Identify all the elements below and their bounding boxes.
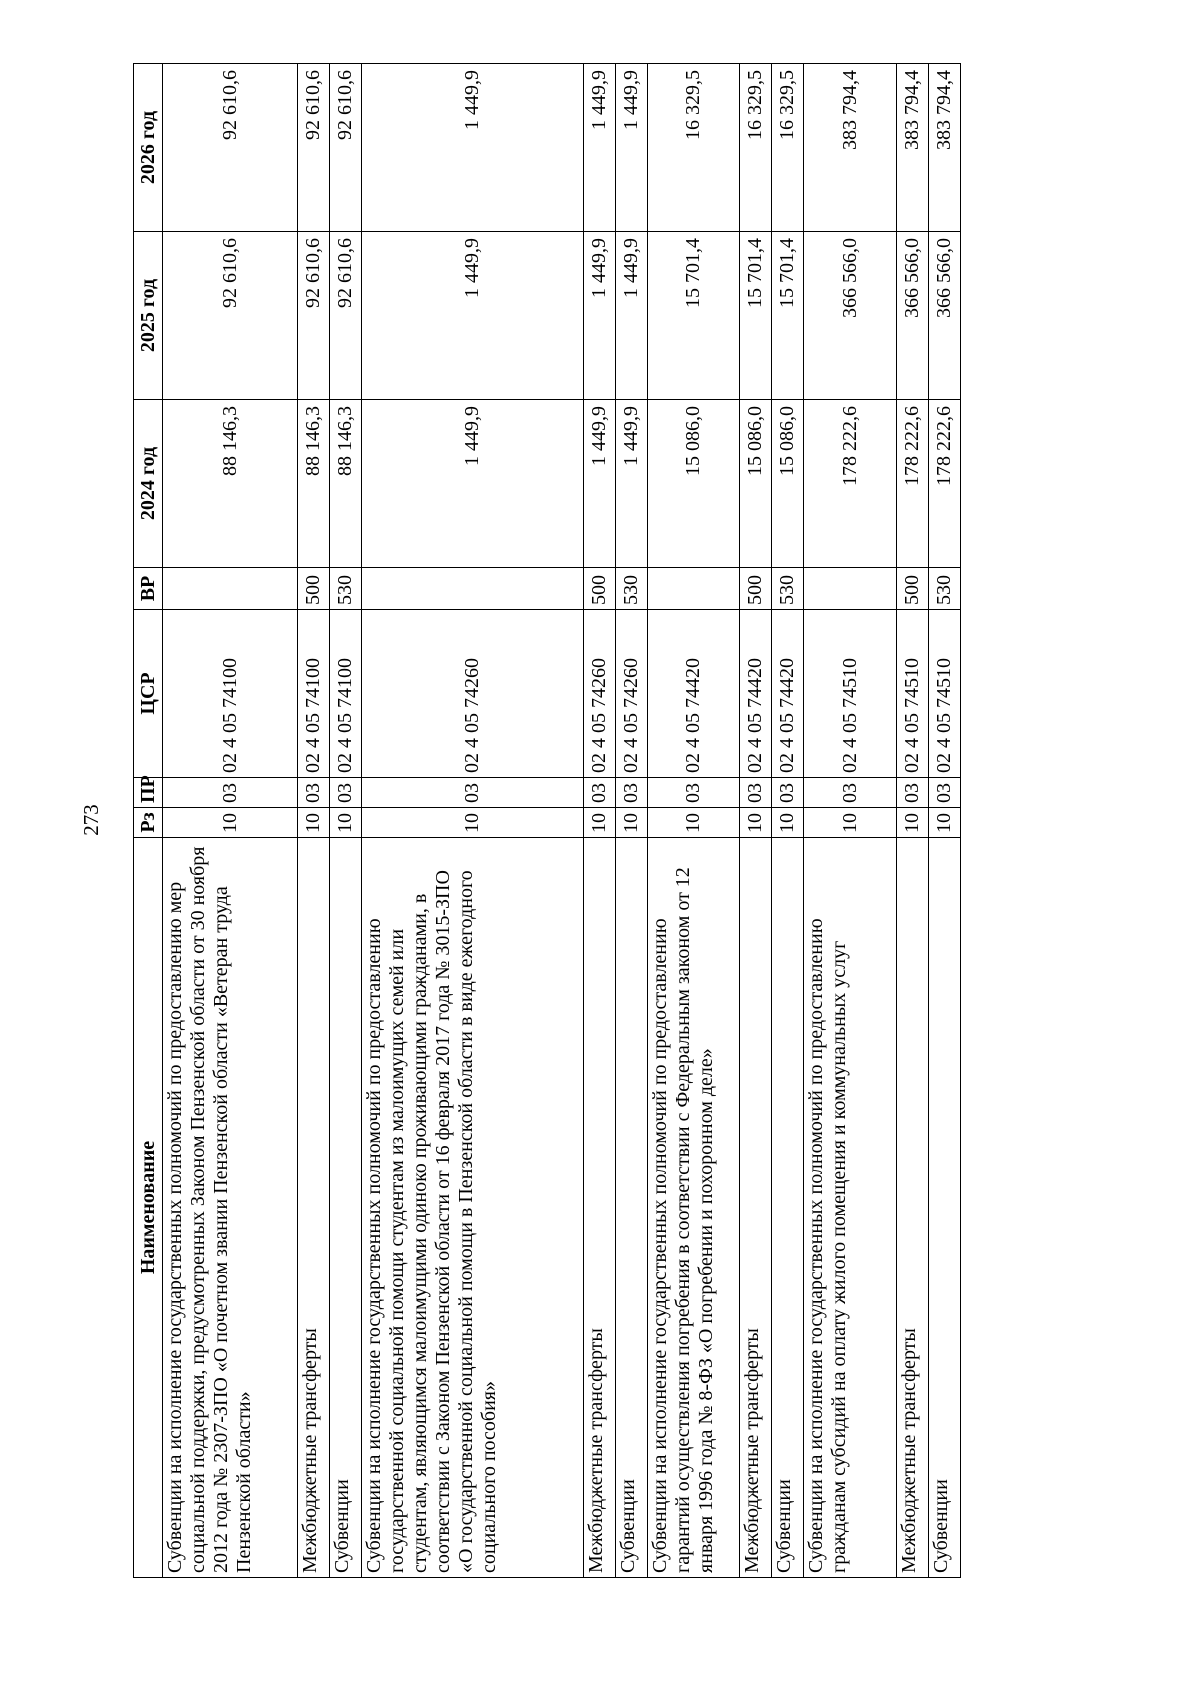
budget-table [133, 63, 961, 1578]
table-row [804, 64, 897, 1578]
cell-pr: 03 [362, 778, 584, 808]
cell-csr: 02 4 05 74100 [330, 610, 362, 778]
cell-rz: 10 [772, 808, 804, 838]
cell-vr: 500 [298, 568, 330, 610]
table-row [583, 64, 615, 1578]
header-rz: Рз [134, 808, 163, 838]
cell-rz: 10 [298, 808, 330, 838]
cell-name: Межбюджетные трансферты [896, 838, 928, 1578]
cell-2026: 16 329,5 [772, 64, 804, 232]
cell-2025: 1 449,9 [583, 232, 615, 400]
cell-2026: 383 794,4 [896, 64, 928, 232]
cell-csr: 02 4 05 74510 [804, 610, 897, 778]
cell-vr: 500 [896, 568, 928, 610]
cell-pr: 03 [740, 778, 772, 808]
cell-2025: 92 610,6 [330, 232, 362, 400]
cell-vr: 530 [772, 568, 804, 610]
cell-pr: 03 [896, 778, 928, 808]
cell-rz: 10 [647, 808, 740, 838]
cell-rz: 10 [362, 808, 584, 838]
cell-2025: 1 449,9 [615, 232, 647, 400]
cell-2024: 88 146,3 [330, 400, 362, 568]
cell-name: Субвенции [772, 838, 804, 1578]
table-row [740, 64, 772, 1578]
cell-csr: 02 4 05 74510 [928, 610, 960, 778]
cell-csr: 02 4 05 74100 [163, 610, 298, 778]
cell-2024: 1 449,9 [615, 400, 647, 568]
cell-name: Субвенции на исполнение государственных полномочий по предоставлению гражданам субсидий на оплату жилого помещения и коммунальных услуг [804, 838, 897, 1578]
cell-2025: 15 701,4 [740, 232, 772, 400]
cell-name: Межбюджетные трансферты [583, 838, 615, 1578]
cell-2024: 88 146,3 [163, 400, 298, 568]
cell-rz: 10 [583, 808, 615, 838]
cell-name: Субвенции на исполнение государственных полномочий по предоставлению государственной социальной помощи студентам из малоимущих семей или студентам, являющимся малоимущими одиноко проживающими гражданами, в соответствии с Законом Пензенской области от 16 февраля 2017 года № 3015-ЗПО «О государственной социальной помощи в Пензенской области в виде ежегодного социального пособия» [362, 838, 584, 1578]
cell-rz: 10 [896, 808, 928, 838]
table-row [163, 64, 298, 1578]
cell-2026: 383 794,4 [928, 64, 960, 232]
cell-rz: 10 [804, 808, 897, 838]
header-2024: 2024 год [134, 400, 163, 568]
cell-2024: 88 146,3 [298, 400, 330, 568]
cell-2026: 16 329,5 [740, 64, 772, 232]
page-number: 273 [79, 804, 103, 836]
cell-2025: 366 566,0 [928, 232, 960, 400]
cell-2026: 16 329,5 [647, 64, 740, 232]
table-row [330, 64, 362, 1578]
cell-2025: 92 610,6 [163, 232, 298, 400]
cell-csr: 02 4 05 74420 [647, 610, 740, 778]
table-row [647, 64, 740, 1578]
cell-2024: 178 222,6 [896, 400, 928, 568]
cell-csr: 02 4 05 74420 [740, 610, 772, 778]
cell-name: Субвенции [615, 838, 647, 1578]
header-2026: 2026 год [134, 64, 163, 232]
cell-2025: 15 701,4 [647, 232, 740, 400]
cell-pr: 03 [772, 778, 804, 808]
cell-2026: 92 610,6 [298, 64, 330, 232]
cell-vr: 500 [740, 568, 772, 610]
cell-2026: 92 610,6 [163, 64, 298, 232]
table-header-row [134, 64, 163, 1578]
cell-2024: 178 222,6 [804, 400, 897, 568]
table-row [298, 64, 330, 1578]
cell-vr: 500 [583, 568, 615, 610]
header-pr: ПР [134, 778, 163, 808]
cell-name: Субвенции [330, 838, 362, 1578]
table-row [615, 64, 647, 1578]
cell-2024: 178 222,6 [928, 400, 960, 568]
cell-2026: 1 449,9 [583, 64, 615, 232]
header-vr: ВР [134, 568, 163, 610]
cell-2024: 1 449,9 [583, 400, 615, 568]
cell-2025: 366 566,0 [896, 232, 928, 400]
cell-pr: 03 [163, 778, 298, 808]
cell-2025: 366 566,0 [804, 232, 897, 400]
cell-csr: 02 4 05 74100 [298, 610, 330, 778]
cell-pr: 03 [928, 778, 960, 808]
cell-name: Межбюджетные трансферты [298, 838, 330, 1578]
cell-rz: 10 [163, 808, 298, 838]
cell-2024: 15 086,0 [740, 400, 772, 568]
cell-2026: 92 610,6 [330, 64, 362, 232]
cell-2025: 92 610,6 [298, 232, 330, 400]
cell-csr: 02 4 05 74510 [896, 610, 928, 778]
cell-pr: 03 [583, 778, 615, 808]
cell-vr [163, 568, 298, 610]
header-csr: ЦСР [134, 610, 163, 778]
cell-pr: 03 [647, 778, 740, 808]
cell-csr: 02 4 05 74260 [615, 610, 647, 778]
cell-2025: 1 449,9 [362, 232, 584, 400]
cell-csr: 02 4 05 74420 [772, 610, 804, 778]
cell-vr: 530 [928, 568, 960, 610]
cell-pr: 03 [804, 778, 897, 808]
cell-pr: 03 [330, 778, 362, 808]
cell-2025: 15 701,4 [772, 232, 804, 400]
cell-vr: 530 [615, 568, 647, 610]
table-row [772, 64, 804, 1578]
cell-2024: 15 086,0 [647, 400, 740, 568]
header-2025: 2025 год [134, 232, 163, 400]
cell-2026: 1 449,9 [615, 64, 647, 232]
table-row [362, 64, 584, 1578]
table-row [896, 64, 928, 1578]
cell-rz: 10 [740, 808, 772, 838]
cell-2024: 15 086,0 [772, 400, 804, 568]
cell-rz: 10 [928, 808, 960, 838]
cell-pr: 03 [615, 778, 647, 808]
budget-table-rotated [133, 66, 961, 1578]
table-row [928, 64, 960, 1578]
cell-vr [647, 568, 740, 610]
cell-2026: 1 449,9 [362, 64, 584, 232]
header-name: Наименование [134, 838, 163, 1578]
cell-csr: 02 4 05 74260 [583, 610, 615, 778]
cell-vr [804, 568, 897, 610]
cell-rz: 10 [330, 808, 362, 838]
cell-2024: 1 449,9 [362, 400, 584, 568]
cell-csr: 02 4 05 74260 [362, 610, 584, 778]
cell-name: Субвенции [928, 838, 960, 1578]
cell-rz: 10 [615, 808, 647, 838]
cell-name: Субвенции на исполнение государственных полномочий по предоставлению гарантий осуществления погребения в соответствии с Федеральным законом от 12 января 1996 года № 8-ФЗ «О погребении и похоронном деле» [647, 838, 740, 1578]
cell-name: Субвенции на исполнение государственных полномочий по предоставлению мер социальной поддержки, предусмотренных Законом Пензенской области от 30 ноября 2012 года № 2307-ЗПО «О почетном звании Пензенской области «Ветеран труда Пензенской области» [163, 838, 298, 1578]
cell-pr: 03 [298, 778, 330, 808]
cell-vr [362, 568, 584, 610]
cell-vr: 530 [330, 568, 362, 610]
cell-name: Межбюджетные трансферты [740, 838, 772, 1578]
cell-2026: 383 794,4 [804, 64, 897, 232]
